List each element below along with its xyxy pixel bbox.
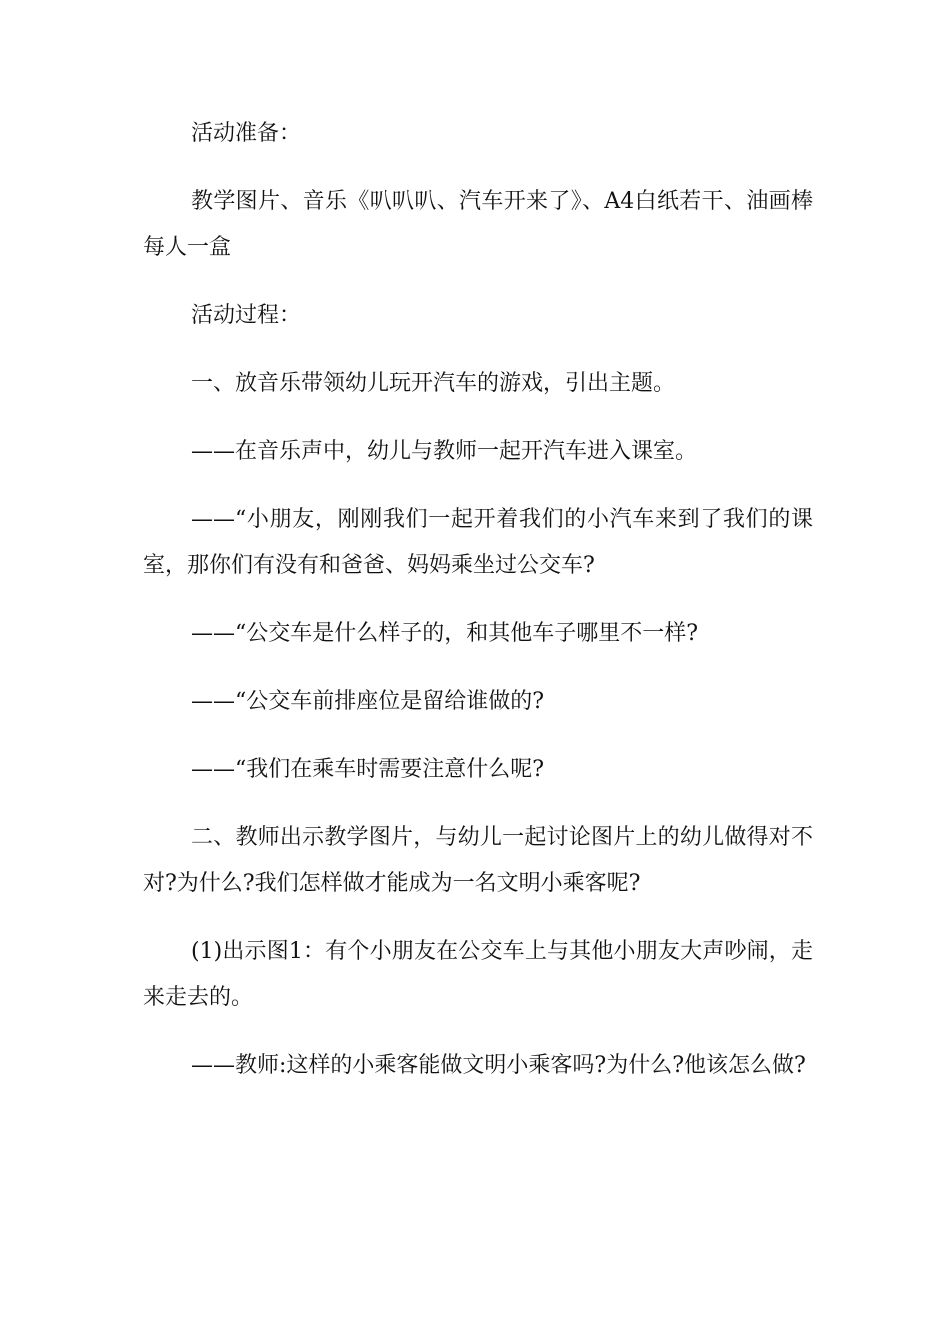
step-one-detail-1: ——在音乐声中，幼儿与教师一起开汽车进入课室。 [191, 439, 698, 464]
step-one-detail-2: ——“小朋友，刚刚我们一起开着我们的小汽车来到了我们的课室，那你们有没有和爸爸、妈妈乘坐过公交车? [143, 507, 813, 578]
step-one-detail-5: ——“我们在乘车时需要注意什么呢? [191, 757, 545, 782]
step-two-teacher-question: ——教师:这样的小乘客能做文明小乘客吗?为什么?他该怎么做? [191, 1053, 806, 1078]
step-one-detail-4: ——“公交车前排座位是留给谁做的? [191, 689, 545, 714]
step-one: 一、放音乐带领幼儿玩开汽车的游戏，引出主题。 [191, 371, 676, 396]
section-heading-process: 活动过程： [191, 303, 302, 328]
step-two-figure-1: (1)出示图1：有个小朋友在公交车上与其他小朋友大声吵闹，走来走去的。 [143, 939, 813, 1010]
preparation-materials: 教学图片、音乐《叭叭叭、汽车开来了》、A4白纸若干、油画棒每人一盒 [143, 189, 813, 260]
document-body [143, 111, 813, 1111]
section-heading-preparation: 活动准备： [191, 121, 302, 146]
step-two: 二、教师出示教学图片，与幼儿一起讨论图片上的幼儿做得对不对?为什么?我们怎样做才能成为一名文明小乘客呢? [143, 825, 813, 896]
step-one-detail-3: ——“公交车是什么样子的，和其他车子哪里不一样? [191, 621, 699, 646]
